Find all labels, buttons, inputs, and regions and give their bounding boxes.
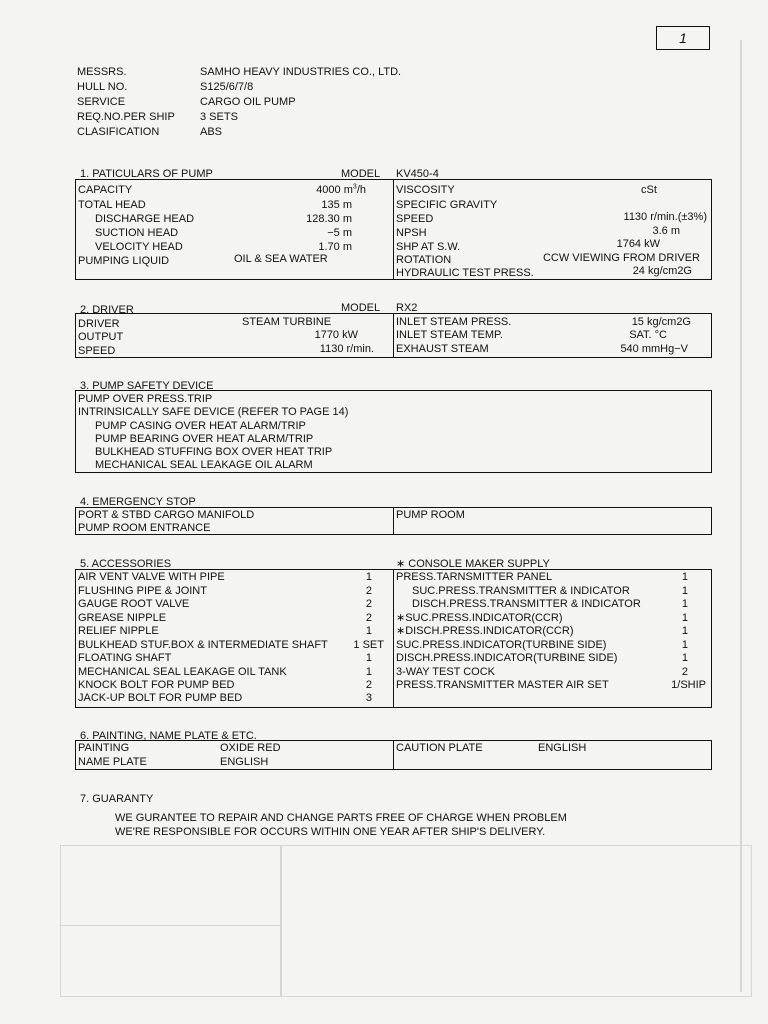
req-value: 3 SETS	[200, 111, 238, 123]
ghost-drawing-cell	[60, 925, 282, 997]
safety-line: PUMP CASING OVER HEAT ALARM/TRIP	[95, 420, 306, 432]
speed-value: 1130 r/min.(±3%)	[623, 211, 707, 223]
accessory-qty: 2	[365, 612, 372, 624]
class-value: ABS	[200, 126, 223, 138]
viscosity-value: cSt	[641, 184, 657, 196]
accessory-qty: 2	[365, 679, 372, 691]
accessory-name: FLUSHING PIPE & JOINT	[78, 585, 207, 597]
accessory-name: RELIEF NIPPLE	[78, 625, 159, 637]
accessory-name: BULKHEAD STUF.BOX & INTERMEDIATE SHAFT	[78, 639, 328, 651]
output-label: OUTPUT	[78, 331, 124, 343]
driver-label: DRIVER	[78, 318, 120, 330]
console-title: ∗ CONSOLE MAKER SUPPLY	[396, 558, 550, 570]
inlet-temp-label: INLET STEAM TEMP.	[396, 329, 503, 341]
emergency-left-2: PUMP ROOM ENTRANCE	[78, 522, 211, 534]
driver-speed-label: SPEED	[78, 345, 116, 357]
req-label: REQ.NO.PER SHIP	[77, 111, 175, 123]
suction-head-label: SUCTION HEAD	[95, 227, 179, 239]
accessory-qty: 1	[365, 666, 372, 678]
console-item-qty: 1	[681, 612, 688, 624]
section2-divider	[393, 313, 394, 357]
page-number: 1	[679, 30, 687, 46]
console-item-name: DISCH.PRESS.INDICATOR(TURBINE SIDE)	[396, 652, 618, 664]
console-item-name: ∗SUC.PRESS.INDICATOR(CCR)	[396, 612, 563, 624]
section5-title: 5. ACCESSORIES	[80, 558, 172, 570]
console-item-qty: 1	[681, 598, 688, 610]
accessory-qty: 1	[365, 571, 372, 583]
discharge-head-value: 128.30 m	[306, 213, 352, 225]
painting-label: PAINTING	[78, 742, 130, 754]
accessory-name: GAUGE ROOT VALVE	[78, 598, 190, 610]
discharge-head-label: DISCHARGE HEAD	[95, 213, 195, 225]
name-plate-label: NAME PLATE	[78, 756, 147, 768]
console-item-name: PRESS.TARNSMITTER PANEL	[396, 571, 553, 583]
viscosity-label: VISCOSITY	[396, 184, 455, 196]
service-label: SERVICE	[77, 96, 126, 108]
console-item-qty: 1	[681, 639, 688, 651]
accessory-name: FLOATING SHAFT	[78, 652, 172, 664]
section1-model-label: MODEL	[341, 168, 381, 180]
accessory-qty: 3	[365, 692, 372, 704]
messrs-value: SAMHO HEAVY INDUSTRIES CO., LTD.	[200, 66, 402, 78]
guaranty-line-2: WE'RE RESPONSIBLE FOR OCCURS WITHIN ONE YEAR AFTER SHIP'S DELIVERY.	[115, 826, 546, 838]
npsh-value: 3.6 m	[652, 225, 680, 237]
accessory-name: MECHANICAL SEAL LEAKAGE OIL TANK	[78, 666, 287, 678]
name-plate-value: ENGLISH	[220, 756, 269, 768]
safety-line: MECHANICAL SEAL LEAKAGE OIL ALARM	[95, 459, 313, 471]
safety-line: INTRINSICALLY SAFE DEVICE (REFER TO PAGE 14)	[78, 406, 349, 418]
accessory-name: GREASE NIPPLE	[78, 612, 167, 624]
inlet-temp-value: SAT. °C	[629, 329, 667, 341]
console-item-qty: 1/SHIP	[671, 679, 706, 691]
section1-divider	[393, 179, 394, 279]
npsh-label: NPSH	[396, 227, 427, 239]
console-item-qty: 2	[681, 666, 688, 678]
hull-label: HULL NO.	[77, 81, 128, 93]
console-item-qty: 1	[681, 585, 688, 597]
inlet-press-label: INLET STEAM PRESS.	[396, 316, 512, 328]
accessory-qty: 1 SET	[353, 639, 384, 651]
painting-value: OXIDE RED	[220, 742, 281, 754]
total-head-value: 135 m	[321, 199, 352, 211]
safety-line: PUMP BEARING OVER HEAT ALARM/TRIP	[95, 433, 314, 445]
safety-line: BULKHEAD STUFFING BOX OVER HEAT TRIP	[95, 446, 333, 458]
service-value: CARGO OIL PUMP	[200, 96, 296, 108]
rotation-value: CCW VIEWING FROM DRIVER	[542, 252, 700, 264]
section3-title: 3. PUMP SAFETY DEVICE	[80, 380, 214, 392]
console-item-qty: 1	[681, 625, 688, 637]
section4-title: 4. EMERGENCY STOP	[80, 496, 196, 508]
driver-speed-value: 1130 r/min.	[319, 343, 374, 355]
guaranty-line-1: WE GURANTEE TO REPAIR AND CHANGE PARTS FREE OF CHARGE WHEN PROBLEM	[115, 812, 567, 824]
emergency-left-1: PORT & STBD CARGO MANIFOLD	[78, 509, 255, 521]
shp-label: SHP AT S.W.	[396, 241, 461, 253]
driver-value: STEAM TURBINE	[242, 316, 332, 328]
velocity-head-value: 1.70 m	[318, 241, 352, 253]
pumping-liquid-label: PUMPING LIQUID	[78, 255, 170, 267]
console-item-name: ∗DISCH.PRESS.INDICATOR(CCR)	[396, 625, 574, 637]
messrs-label: MESSRS.	[77, 66, 127, 78]
class-label: CLASIFICATION	[77, 126, 160, 138]
page-number-box	[656, 26, 710, 50]
capacity-value: 4000 $m^3/h$	[316, 183, 366, 196]
capacity-label: CAPACITY	[78, 184, 133, 196]
console-item-qty: 1	[681, 571, 688, 583]
output-value: 1770 kW	[314, 329, 358, 341]
section2-model-label: MODEL	[341, 302, 381, 314]
hull-value: S125/6/7/8	[200, 81, 254, 93]
accessory-name: AIR VENT VALVE WITH PIPE	[78, 571, 225, 583]
inlet-press-value: 15 kg/cm2G	[631, 316, 691, 328]
section6-divider	[393, 740, 394, 769]
accessory-name: KNOCK BOLT FOR PUMP BED	[78, 679, 235, 691]
accessory-qty: 2	[365, 598, 372, 610]
console-item-name: SUC.PRESS.INDICATOR(TURBINE SIDE)	[396, 639, 607, 651]
velocity-head-label: VELOCITY HEAD	[95, 241, 183, 253]
console-item-name: DISCH.PRESS.TRANSMITTER & INDICATOR	[412, 598, 641, 610]
speed-label: SPEED	[396, 213, 434, 225]
section2-model-value: RX2	[396, 302, 418, 314]
exhaust-label: EXHAUST STEAM	[396, 343, 489, 355]
ghost-drawing-strip	[740, 40, 742, 992]
section5-divider	[393, 569, 394, 707]
console-item-qty: 1	[681, 652, 688, 664]
accessory-qty: 2	[365, 585, 372, 597]
emergency-right-1: PUMP ROOM	[396, 509, 465, 521]
accessory-qty: 1	[365, 625, 372, 637]
rotation-label: ROTATION	[396, 254, 452, 266]
section7-title: 7. GUARANTY	[80, 793, 154, 805]
accessory-name: JACK-UP BOLT FOR PUMP BED	[78, 692, 243, 704]
pumping-liquid-value: OIL & SEA WATER	[234, 253, 328, 265]
console-item-name: PRESS.TRANSMITTER MASTER AIR SET	[396, 679, 609, 691]
shp-value: 1764 kW	[616, 238, 660, 250]
console-item-name: SUC.PRESS.TRANSMITTER & INDICATOR	[412, 585, 630, 597]
ghost-drawing-divider	[280, 845, 282, 997]
suction-head-value: −5 m	[327, 227, 352, 239]
caution-plate-value: ENGLISH	[538, 742, 587, 754]
hydraulic-test-label: HYDRAULIC TEST PRESS.	[396, 267, 534, 279]
exhaust-value: 540 mmHg−V	[620, 343, 688, 355]
section1-title: 1. PATICULARS OF PUMP	[80, 168, 213, 180]
safety-line: PUMP OVER PRESS.TRIP	[78, 393, 213, 405]
hydraulic-test-value: 24 kg/cm2G	[632, 265, 692, 277]
section6-title: 6. PAINTING, NAME PLATE & ETC.	[80, 730, 257, 742]
section1-model-value: KV450-4	[396, 168, 439, 180]
section2-title: 2. DRIVER	[80, 304, 134, 316]
specific-gravity-label: SPECIFIC GRAVITY	[396, 199, 498, 211]
section4-divider	[393, 507, 394, 534]
total-head-label: TOTAL HEAD	[78, 199, 146, 211]
caution-plate-label: CAUTION PLATE	[396, 742, 483, 754]
accessory-qty: 1	[365, 652, 372, 664]
console-item-name: 3-WAY TEST COCK	[396, 666, 496, 678]
